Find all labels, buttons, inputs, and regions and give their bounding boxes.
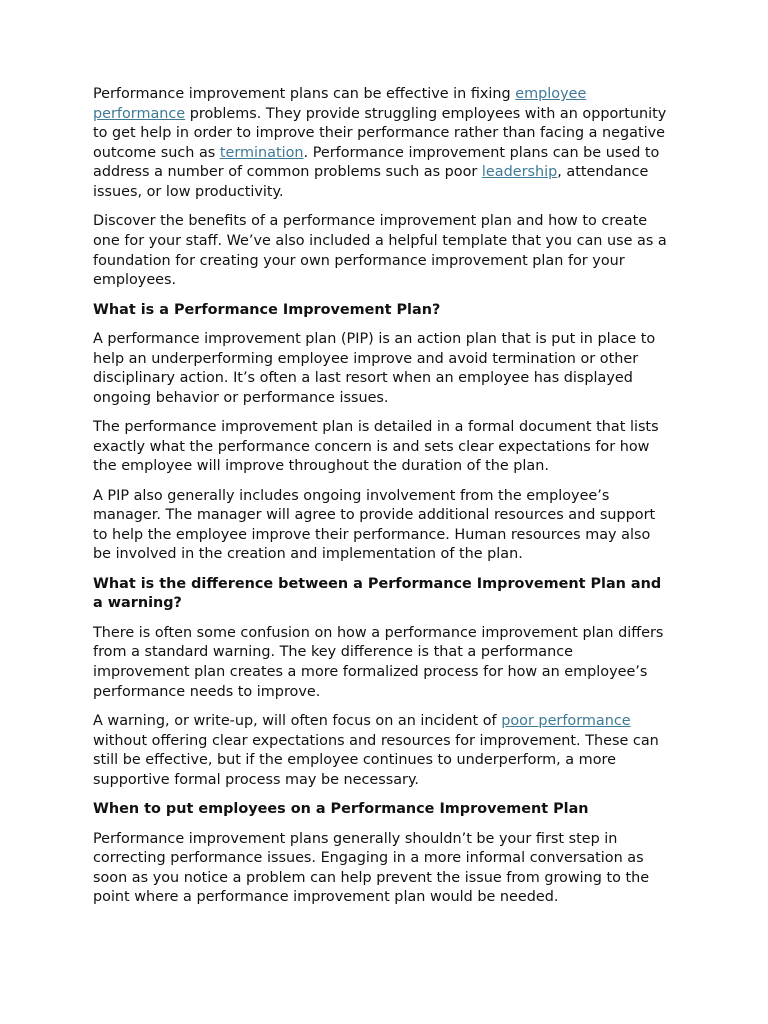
confusion-paragraph (93, 624, 671, 702)
text-run: A warning, or write-up, will often focus on an incident of (93, 713, 502, 729)
heading-pip-vs-warning (93, 575, 671, 614)
text-run: A PIP also generally includes ongoing involvement from the employee’s manager. The manager will agree to provide additional resources and support to help the employee improve their performance. Human resources may also be involved in the creation and implementation of the plan. (93, 487, 656, 563)
text-run: Performance improvement plans can be effective in fixing (93, 86, 516, 102)
pip-manager-paragraph (93, 487, 671, 565)
text-run: problems. They provide struggling employees with an opportunity to get help in order to improve their performance rather than facing a negative outcome such as (93, 105, 667, 161)
text-run: Discover the benefits of a performance improvement plan and how to create one for your staff. We’ve also included a helpful template that you can use as a foundation for creating your own performance improvement plan for your employees. (93, 213, 667, 289)
leadership-link[interactable]: leadership (481, 164, 558, 181)
text-run: A performance improvement plan (PIP) is an action plan that is put in place to help an underperforming employee improve and avoid termination or other disciplinary action. It’s often a last resort when an employee has displayed ongoing behavior or performance issues. (93, 330, 656, 406)
text-run: When to put employees on a Performance Improvement Plan (93, 801, 589, 818)
text-run: . Performance improvement plans can be used to address a number of common problems such as poor (93, 144, 660, 181)
heading-what-is-pip (93, 301, 671, 321)
text-run: Performance improvement plans generally shouldn’t be your first step in correcting performance issues. Engaging in a more informal conversation as soon as you notice a problem can help prevent the issue from growing to the point where a performance improvement plan would be needed. (93, 830, 650, 906)
warning-paragraph (93, 712, 671, 790)
pip-definition-paragraph (93, 330, 671, 408)
text-run: without offering clear expectations and resources for improvement. These can still be effective, but if the employee continues to underperform, a more supportive formal process may be necessary. (93, 732, 659, 788)
benefits-paragraph (93, 212, 671, 290)
text-run: , attendance issues, or low productivity. (93, 164, 649, 200)
text-run: The performance improvement plan is detailed in a formal document that lists exactly what the performance concern is and sets clear expectations for how the employee will improve throughout the duration of the plan. (93, 419, 659, 475)
heading-when-to-use-pip (93, 800, 671, 820)
text-run: What is a Performance Improvement Plan? (93, 301, 441, 318)
intro-paragraph (93, 85, 671, 203)
text-run: There is often some confusion on how a performance improvement plan differs from a standard warning. The key difference is that a performance improvement plan creates a more formalized process for how an employee’s performance needs to improve. (93, 624, 664, 700)
document-page (93, 85, 671, 918)
when-to-use-paragraph (93, 830, 671, 908)
termination-link[interactable]: termination (219, 144, 304, 161)
pip-document-paragraph (93, 418, 671, 477)
employee-performance-link[interactable]: employee performance (93, 86, 587, 122)
text-run: What is the difference between a Performance Improvement Plan and a warning? (93, 575, 662, 612)
poor-performance-link[interactable]: poor performance (501, 713, 631, 729)
